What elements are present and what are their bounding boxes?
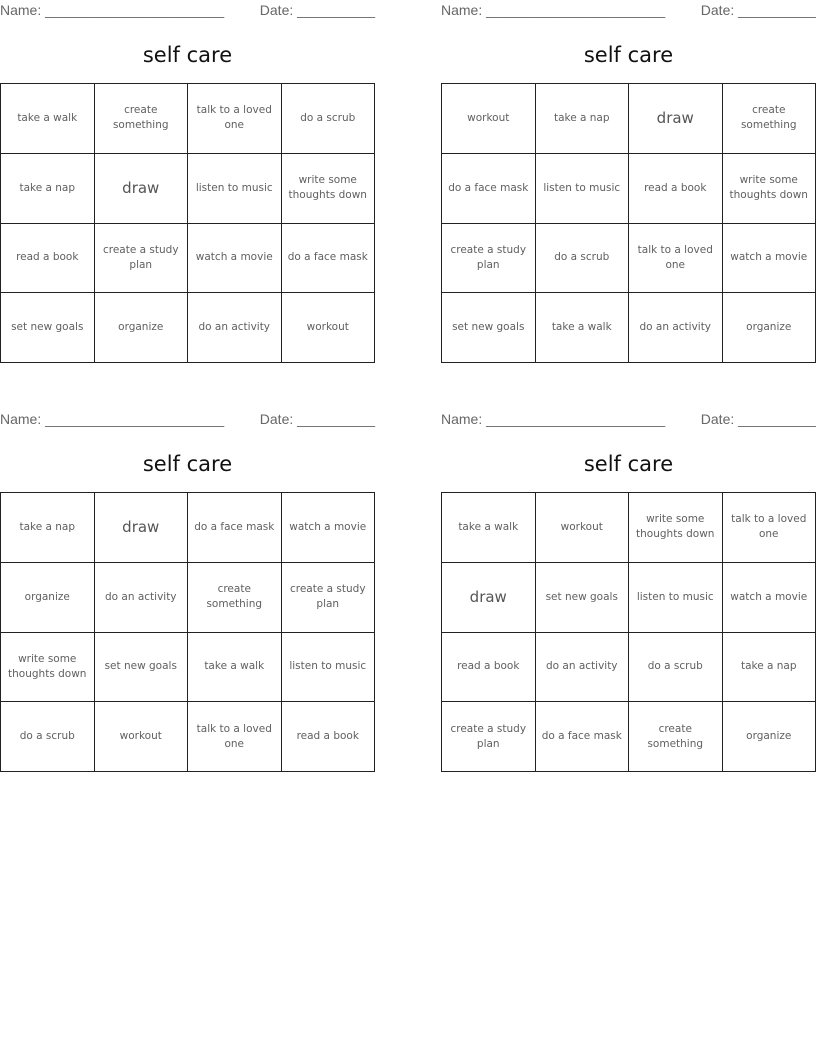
bingo-cell: watch a movie — [723, 563, 816, 633]
bingo-cell: take a nap — [1, 493, 95, 563]
name-field-label: Name: _______________________ — [0, 411, 225, 427]
bingo-cell: listen to music — [188, 154, 282, 224]
bingo-cell: talk to a loved one — [629, 224, 723, 294]
date-field-label: Date: __________ — [700, 2, 816, 18]
bingo-cell: take a walk — [1, 84, 95, 154]
bingo-cell: do an activity — [536, 633, 630, 703]
bingo-cell: take a walk — [442, 493, 536, 563]
bingo-cell: do an activity — [95, 563, 189, 633]
bingo-card — [441, 0, 816, 366]
bingo-cell: create a study plan — [282, 563, 376, 633]
name-field-label: Name: _______________________ — [441, 2, 666, 18]
name-field-label: Name: _______________________ — [0, 2, 225, 18]
bingo-cell: set new goals — [95, 633, 189, 703]
bingo-cell: workout — [536, 493, 630, 563]
bingo-grid — [441, 492, 816, 772]
card-title: self care — [142, 452, 233, 476]
card-title: self care — [583, 43, 674, 67]
bingo-cell: take a nap — [536, 84, 630, 154]
bingo-cell: listen to music — [629, 563, 723, 633]
bingo-cell: set new goals — [1, 293, 95, 363]
bingo-cell: create something — [723, 84, 816, 154]
bingo-cell: organize — [95, 293, 189, 363]
bingo-cell: create a study plan — [442, 224, 536, 294]
bingo-cell: write some thoughts down — [723, 154, 816, 224]
bingo-cell: draw — [95, 493, 189, 563]
bingo-cell: create something — [188, 563, 282, 633]
bingo-cell: create something — [95, 84, 189, 154]
bingo-cell: draw — [442, 563, 536, 633]
bingo-cell: watch a movie — [188, 224, 282, 294]
bingo-cell: listen to music — [536, 154, 630, 224]
bingo-cell: write some thoughts down — [629, 493, 723, 563]
bingo-cell: draw — [95, 154, 189, 224]
bingo-cell: do a scrub — [1, 702, 95, 772]
bingo-cell: workout — [442, 84, 536, 154]
bingo-cell: set new goals — [442, 293, 536, 363]
bingo-cell: take a nap — [1, 154, 95, 224]
bingo-cell: do a scrub — [629, 633, 723, 703]
bingo-cell: write some thoughts down — [282, 154, 376, 224]
bingo-cell: do a face mask — [442, 154, 536, 224]
bingo-cell: talk to a loved one — [188, 84, 282, 154]
bingo-cell: watch a movie — [723, 224, 816, 294]
bingo-grid — [441, 83, 816, 363]
bingo-cell: read a book — [1, 224, 95, 294]
bingo-cell: do a face mask — [282, 224, 376, 294]
bingo-cell: workout — [282, 293, 376, 363]
name-field-label: Name: _______________________ — [441, 411, 666, 427]
bingo-cell: take a walk — [188, 633, 282, 703]
bingo-card — [0, 0, 375, 366]
bingo-cell: create a study plan — [95, 224, 189, 294]
bingo-cell: do a scrub — [282, 84, 376, 154]
bingo-cell: write some thoughts down — [1, 633, 95, 703]
bingo-cell: talk to a loved one — [188, 702, 282, 772]
bingo-cell: read a book — [282, 702, 376, 772]
bingo-cell: talk to a loved one — [723, 493, 816, 563]
bingo-card — [0, 409, 375, 775]
bingo-cell: organize — [723, 702, 816, 772]
bingo-cell: organize — [1, 563, 95, 633]
bingo-cell: organize — [723, 293, 816, 363]
bingo-cell: do a face mask — [188, 493, 282, 563]
bingo-cell: do a scrub — [536, 224, 630, 294]
date-field-label: Date: __________ — [700, 411, 816, 427]
date-field-label: Date: __________ — [259, 411, 375, 427]
bingo-cell: do an activity — [629, 293, 723, 363]
bingo-cell: draw — [629, 84, 723, 154]
bingo-cell: do an activity — [188, 293, 282, 363]
bingo-cell: create a study plan — [442, 702, 536, 772]
bingo-grid — [0, 492, 375, 772]
bingo-card — [441, 409, 816, 775]
bingo-grid — [0, 83, 375, 363]
bingo-cell: set new goals — [536, 563, 630, 633]
bingo-cell: read a book — [442, 633, 536, 703]
card-title: self care — [583, 452, 674, 476]
bingo-cell: take a nap — [723, 633, 816, 703]
date-field-label: Date: __________ — [259, 2, 375, 18]
bingo-cell: watch a movie — [282, 493, 376, 563]
bingo-cell: workout — [95, 702, 189, 772]
bingo-cell: read a book — [629, 154, 723, 224]
bingo-cell: create something — [629, 702, 723, 772]
bingo-cell: listen to music — [282, 633, 376, 703]
bingo-cell: take a walk — [536, 293, 630, 363]
card-title: self care — [142, 43, 233, 67]
bingo-cell: do a face mask — [536, 702, 630, 772]
